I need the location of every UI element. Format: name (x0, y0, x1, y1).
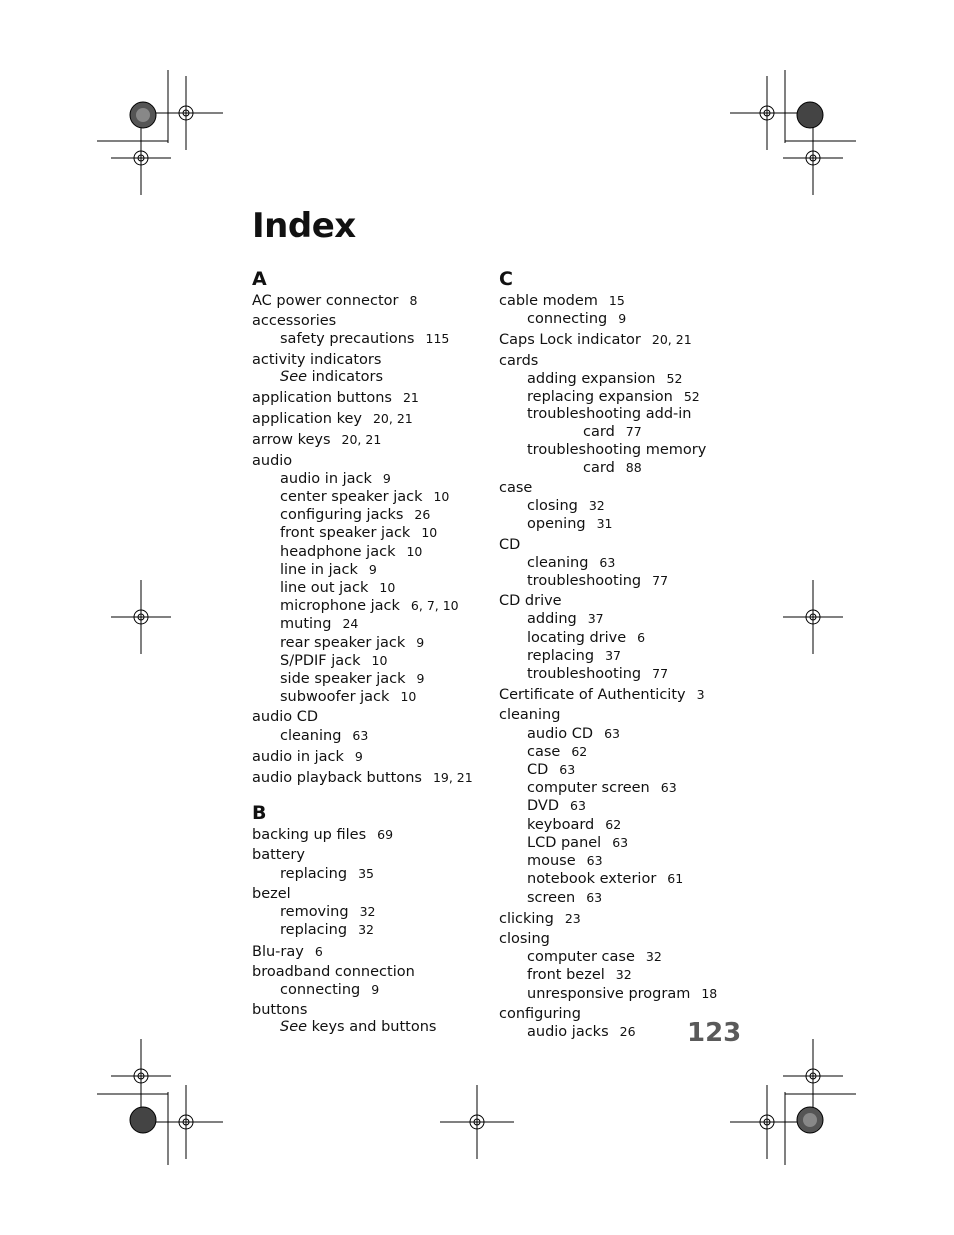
entry-pages: 24 (342, 616, 359, 632)
entry-pages: 10 (400, 689, 417, 705)
entry-pages: 52 (666, 370, 683, 386)
page-title: Index (252, 206, 356, 246)
index-entry (252, 748, 492, 766)
subentry-term: DVD (527, 798, 559, 815)
entry-pages: 9 (382, 470, 391, 486)
entry-pages: 63 (586, 853, 603, 869)
entry-term: arrow keys (252, 432, 331, 449)
entry-pages: 63 (604, 725, 620, 741)
subentry-term: side speaker jack (280, 671, 406, 688)
subentry-term: mouse (527, 853, 576, 870)
entry-pages: 8 (409, 293, 418, 308)
index-entry (252, 410, 492, 428)
entry-term: closing (499, 930, 550, 947)
index-entry (499, 331, 739, 349)
subentry-term: audio CD (527, 725, 594, 742)
entry-pages: 32 (359, 904, 376, 920)
entry-pages: 77 (625, 424, 642, 440)
entry-term: clicking (499, 910, 554, 927)
index-entry (252, 431, 492, 449)
entry-pages: 37 (605, 647, 621, 663)
index-entry (252, 389, 492, 407)
entry-pages: 63 (612, 834, 629, 850)
entry-pages: 63 (660, 780, 677, 796)
entry-pages: 3 (696, 687, 705, 703)
index-entry (252, 313, 492, 348)
subentry-term: front bezel (527, 967, 605, 984)
entry-pages: 63 (570, 798, 586, 814)
index-column-left (252, 268, 492, 1040)
index-entry (499, 593, 739, 683)
subentry-term: line out jack (280, 580, 369, 597)
entry-pages: 20, 21 (651, 332, 692, 348)
entry-pages: 32 (615, 967, 632, 983)
subentry-term: closing (527, 498, 578, 515)
subentry-term: rear speaker jack (280, 634, 406, 651)
subentry-term: case (527, 743, 561, 760)
entry-pages: 21 (402, 390, 419, 406)
subentry-term: computer screen (527, 780, 650, 797)
entry-pages: 9 (354, 748, 363, 764)
entry-term: case (499, 480, 533, 497)
subentry-term: replacing (280, 865, 348, 882)
entry-term: audio (252, 452, 293, 469)
entry-pages: 6 (314, 943, 323, 959)
entry-pages: 32 (588, 498, 605, 514)
entry-pages: 15 (608, 293, 625, 308)
entry-pages: 62 (605, 816, 622, 832)
section-letter-b: B (252, 802, 267, 825)
entry-term: backing up files (252, 827, 367, 844)
entry-pages: 69 (377, 827, 394, 843)
subentry-term: screen (527, 889, 576, 906)
subentry-term: audio in jack (280, 470, 372, 487)
entry-pages: 35 (358, 865, 374, 881)
index-entry (252, 964, 492, 999)
entry-pages: 19, 21 (432, 770, 473, 786)
entry-pages: 77 (652, 666, 669, 682)
subentry-continuation: card (583, 424, 615, 441)
entry-pages: 6 (637, 629, 646, 645)
index-entry (252, 453, 492, 707)
index-entry (499, 537, 739, 591)
subentry-term: replacing (527, 647, 595, 664)
entry-pages: 23 (564, 910, 581, 926)
entry-pages: 37 (587, 611, 604, 627)
entry-term: CD drive (499, 593, 562, 610)
index-entry (252, 886, 492, 940)
entry-pages: 18 (701, 985, 718, 1001)
entry-term: AC power connector (252, 293, 399, 309)
subentry-term: locating drive (527, 629, 627, 646)
index-column-right (499, 268, 739, 1044)
index-entry (252, 847, 492, 882)
index-entry (252, 1002, 492, 1036)
entry-pages: 9 (416, 634, 425, 650)
subentry-term: troubleshooting (527, 573, 642, 590)
entry-term: configuring (499, 1005, 581, 1022)
entry-pages: 32 (645, 949, 662, 965)
entry-term: application buttons (252, 390, 392, 407)
entry-term: broadband connection (252, 963, 415, 980)
index-entry (499, 931, 739, 1003)
subentry-term: keys and buttons (311, 1019, 437, 1036)
entry-pages: 61 (667, 871, 684, 887)
entry-term: battery (252, 847, 305, 864)
entry-pages: 9 (368, 561, 377, 577)
entry-pages: 9 (618, 311, 627, 327)
index-entry (252, 826, 492, 844)
section-letter-a: A (252, 268, 267, 290)
entry-term: cleaning (499, 707, 561, 724)
entry-pages: 63 (559, 762, 576, 778)
entry-pages: 26 (414, 507, 431, 523)
entry-pages: 115 (425, 331, 450, 347)
subentry-term: line in jack (280, 561, 358, 578)
entry-pages: 62 (571, 743, 588, 759)
subentry-term: front speaker jack (280, 525, 411, 542)
subentry-term: audio jacks (527, 1023, 609, 1040)
subentry-term: unresponsive program (527, 985, 691, 1002)
subentry-term: muting (280, 616, 332, 633)
entry-pages: 26 (619, 1023, 636, 1039)
entry-pages: 32 (358, 922, 374, 938)
subentry-term: cleaning (280, 727, 342, 744)
index-entry (252, 352, 492, 386)
subentry-term: subwoofer jack (280, 689, 390, 706)
subentry-term: center speaker jack (280, 489, 423, 506)
subentry-term: adding expansion (527, 370, 656, 387)
index-entry (252, 292, 492, 310)
entry-term: audio CD (252, 709, 319, 726)
subentry-term: cleaning (527, 554, 589, 571)
entry-pages: 10 (379, 580, 396, 596)
subentry-term: replacing (280, 922, 348, 939)
subentry-term: indicators (311, 368, 384, 385)
subentry-term: CD (527, 762, 549, 779)
entry-term: audio playback buttons (252, 770, 422, 787)
entry-term: Blu-ray (252, 943, 304, 960)
entry-pages: 77 (652, 573, 669, 589)
entry-pages: 52 (683, 389, 700, 405)
entry-pages: 10 (371, 652, 388, 668)
index-entry (252, 943, 492, 961)
index-entry (252, 709, 492, 744)
see-reference: See (280, 1019, 308, 1036)
entry-term: CD (499, 536, 521, 553)
see-reference: See (280, 368, 308, 385)
entry-term: activity indicators (252, 351, 382, 368)
entry-pages: 10 (433, 489, 450, 505)
subentry-term: connecting (280, 981, 361, 998)
index-entry (499, 910, 739, 928)
index-entry (499, 292, 739, 328)
entry-pages: 63 (586, 889, 603, 905)
entry-pages: 63 (599, 554, 616, 570)
entry-term: cable modem (499, 293, 598, 309)
subentry-term: LCD panel (527, 834, 602, 851)
subentry-term: notebook exterior (527, 871, 657, 888)
section-letter-c: C (499, 268, 513, 290)
entry-pages: 10 (421, 525, 438, 541)
subentry-term: connecting (527, 311, 608, 328)
index-entry (499, 686, 739, 704)
index-entry (499, 353, 739, 477)
entry-term: cards (499, 352, 539, 369)
page-number: 123 (687, 1018, 742, 1048)
entry-pages: 31 (596, 516, 613, 532)
entry-term: accessories (252, 313, 337, 330)
entry-pages: 20, 21 (341, 432, 382, 448)
entry-pages: 6, 7, 10 (410, 598, 459, 614)
subentry-term: removing (280, 904, 349, 921)
subentry-term: S/PDIF jack (280, 652, 361, 669)
entry-term: application key (252, 411, 362, 428)
entry-pages: 9 (371, 981, 380, 997)
subentry-term: computer case (527, 949, 635, 966)
subentry-term: microphone jack (280, 598, 400, 615)
entry-term: Certificate of Authenticity (499, 687, 686, 704)
index-entry (252, 769, 492, 787)
subentry-term: troubleshooting add-in (527, 406, 692, 423)
entry-term: buttons (252, 1002, 308, 1019)
subentry-term: safety precautions (280, 331, 415, 348)
entry-pages: 63 (352, 727, 369, 743)
entry-term: bezel (252, 885, 291, 902)
entry-pages: 20, 21 (372, 411, 413, 427)
subentry-continuation: card (583, 459, 615, 476)
subentry-term: adding (527, 611, 577, 628)
entry-term: audio in jack (252, 748, 344, 765)
entry-pages: 9 (416, 671, 425, 687)
entry-pages: 10 (406, 543, 423, 559)
index-entry (499, 707, 739, 906)
subentry-term: replacing expansion (527, 389, 673, 406)
index-entry (499, 480, 739, 534)
subentry-term: headphone jack (280, 543, 396, 560)
subentry-term: troubleshooting (527, 666, 642, 683)
subentry-term: opening (527, 516, 586, 533)
subentry-term: troubleshooting memory (527, 441, 707, 458)
subentry-term: configuring jacks (280, 507, 404, 524)
entry-pages: 88 (625, 459, 642, 475)
entry-term: Caps Lock indicator (499, 332, 641, 349)
subentry-term: keyboard (527, 816, 595, 833)
